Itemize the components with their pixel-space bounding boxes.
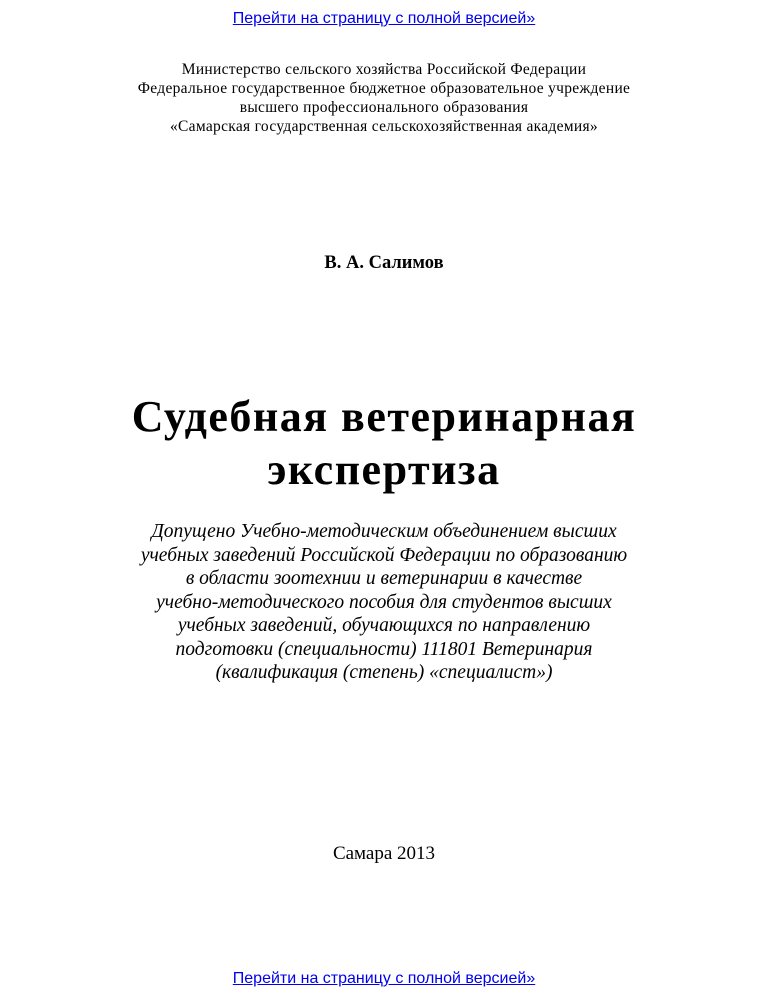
publication-city-year: Самара 2013 — [332, 843, 436, 864]
full-version-link-top[interactable]: Перейти на страницу с полной версией» — [232, 10, 536, 27]
bottom-full-version-link-container — [0, 970, 768, 988]
top-full-version-link-container — [0, 10, 768, 28]
book-title — [0, 390, 768, 496]
approval-line: учебных заведений, обучающихся по направлению — [177, 615, 591, 636]
header-line-institution-type: Федеральное государственное бюджетное образовательное учреждение — [137, 80, 631, 97]
header-line-education-level: высшего профессионального образования — [239, 99, 529, 116]
header-line-ministry: Министерство сельского хозяйства Российской Федерации — [181, 61, 587, 78]
author-name: В. А. Салимов — [324, 253, 444, 273]
full-version-link-bottom[interactable]: Перейти на страницу с полной версией» — [232, 970, 536, 987]
institution-header — [0, 60, 768, 136]
approval-line: учебно-методического пособия для студентов высших — [156, 591, 612, 613]
approval-line: подготовки (специальности) 111801 Ветеринария — [175, 638, 593, 660]
header-line-academy-name: «Самарская государственная сельскохозяйственная академия» — [169, 118, 598, 135]
book-title-line-2: экспертиза — [267, 445, 501, 494]
approval-line: Допущено Учебно-методическим объединением высших — [151, 521, 617, 542]
approval-line: в области зоотехнии и ветеринарии в качестве — [185, 568, 583, 589]
book-title-line-1: Судебная ветеринарная — [131, 392, 637, 441]
approval-line: учебных заведений Российской Федерации по образованию — [140, 544, 628, 566]
approval-statement — [0, 520, 768, 685]
approval-line: (квалификация (степень) «специалист») — [215, 662, 553, 683]
